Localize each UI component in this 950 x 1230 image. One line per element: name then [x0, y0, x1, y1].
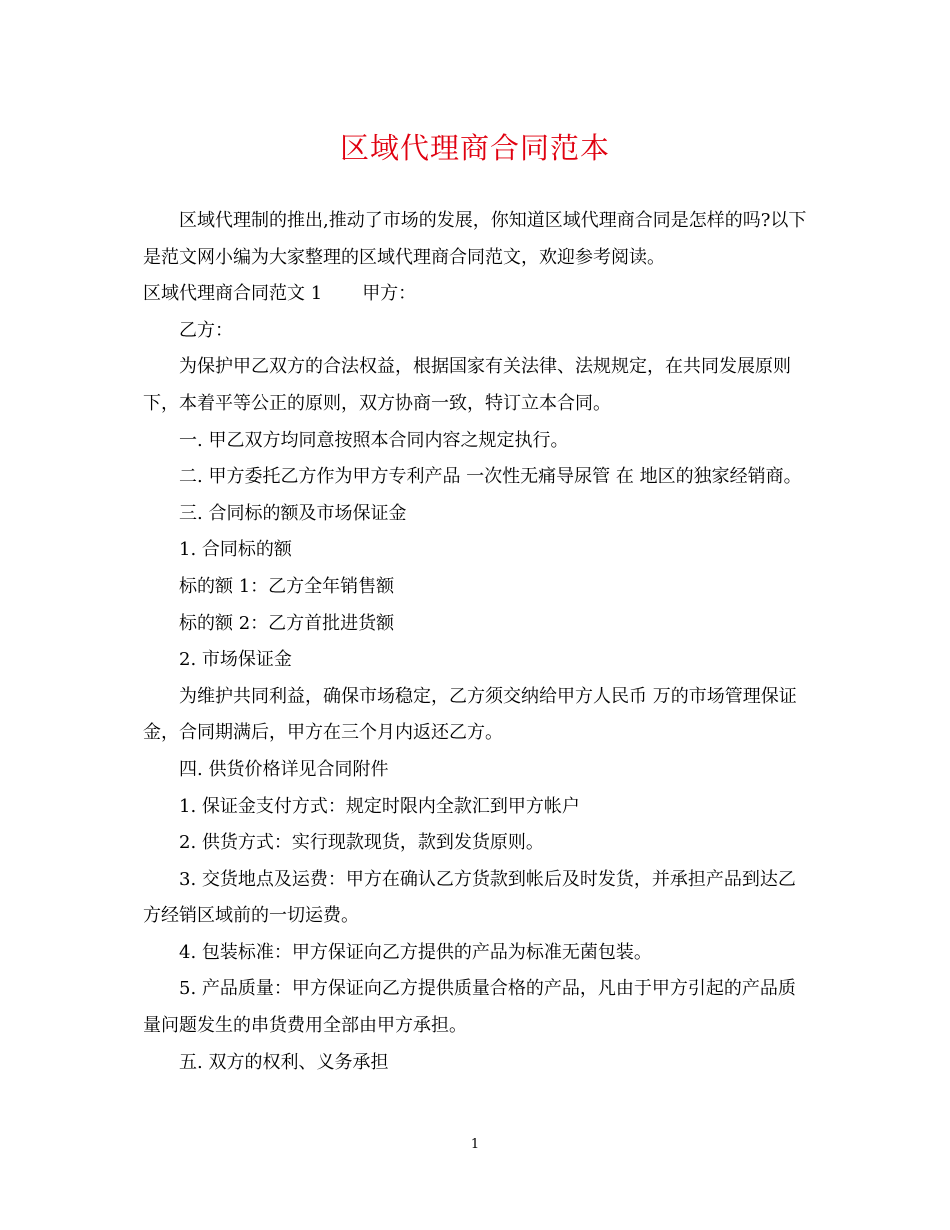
clause-item: 1. 合同标的额	[179, 539, 292, 561]
document-body	[143, 203, 811, 1081]
clause-item: 一. 甲乙双方均同意按照本合同内容之规定执行。	[179, 429, 569, 451]
clause-item: 2. 市场保证金	[179, 649, 292, 671]
clause-item: 二. 甲方委托乙方作为甲方专利产品 一次性无痛导尿管 在 地区的独家经销商。	[179, 466, 802, 488]
clause-item: 3. 交货地点及运费：甲方在确认乙方货款到帐后及时发货，并承担产品到达乙方经销区域前的一切运费。	[143, 868, 796, 927]
party-b-label: 乙方：	[179, 319, 233, 341]
section-heading-line	[143, 276, 811, 313]
clause-item: 5. 产品质量：甲方保证向乙方提供质量合格的产品，凡由于甲方引起的产品质量问题发生的串货费用全部由甲方承担。	[143, 978, 796, 1037]
party-a-label: 甲方：	[362, 283, 417, 305]
clause-item: 标的额 2：乙方首批进货额	[179, 612, 395, 634]
clause-item: 标的额 1：乙方全年销售额	[179, 575, 395, 597]
clause-item: 四. 供货价格详见合同附件	[179, 758, 389, 780]
page-number: 1	[470, 1137, 480, 1152]
intro-paragraph: 区域代理制的推出,推动了市场的发展，你知道区域代理商合同是怎样的吗?以下是范文网小编为大家整理的区域代理商合同范文，欢迎参考阅读。	[143, 210, 807, 268]
preamble-paragraph: 为保护甲乙双方的合法权益，根据国家有关法律、法规规定，在共同发展原则下，本着平等公正的原则，双方协商一致，特订立本合同。	[143, 356, 791, 414]
clause-item: 1. 保证金支付方式：规定时限内全款汇到甲方帐户	[179, 795, 580, 817]
document-title: 区域代理商合同范本	[339, 131, 610, 165]
clause-item: 三. 合同标的额及市场保证金	[179, 502, 407, 524]
clause-item: 4. 包装标准：甲方保证向乙方提供的产品为标准无菌包装。	[179, 941, 652, 963]
clause-item: 为维护共同利益，确保市场稳定，乙方须交纳给甲方人民币 万的市场管理保证金，合同期满后，甲方在三个月内返还乙方。	[143, 685, 797, 744]
clause-item: 五. 双方的权利、义务承担	[179, 1051, 389, 1073]
section-label: 区域代理商合同范文 1	[143, 283, 323, 305]
clause-item: 2. 供货方式：实行现款现货，款到发货原则。	[179, 832, 544, 854]
